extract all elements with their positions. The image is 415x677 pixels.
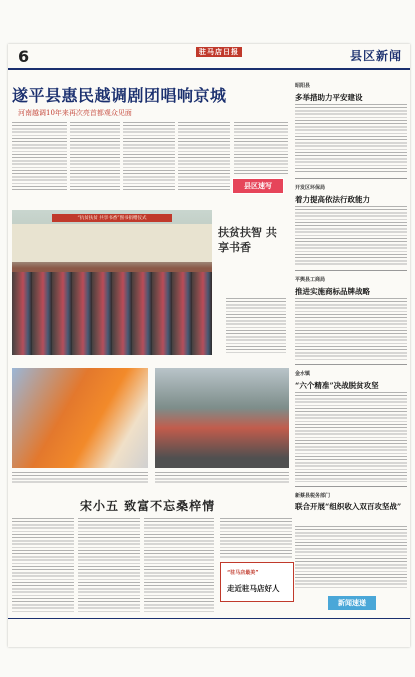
good-people-title: 走近驻马店好人 — [227, 584, 280, 593]
photo-caption-2 — [155, 472, 289, 484]
sidebar-kicker-1: 昭阳县 — [295, 83, 311, 89]
lead-body-col-4 — [178, 122, 230, 192]
page-footer — [8, 618, 410, 629]
sidebar-rule — [295, 270, 407, 271]
sidebar-body-4 — [295, 392, 407, 482]
brand-masthead: 驻马店日报 — [196, 47, 242, 57]
section-title: 县区新闻 — [349, 49, 402, 63]
sidebar-body-1 — [295, 104, 407, 174]
lead-subheadline: 河南越调10年来再次亮首都观众见面 — [18, 109, 132, 117]
lead-body-col-2 — [70, 122, 120, 192]
county-news-logo: 县区速写 — [232, 178, 284, 194]
story2-headline: 宋小五 致富不忘桑梓情 — [80, 499, 216, 513]
market-photo — [155, 368, 289, 468]
sidebar-kicker-4: 金水镇 — [295, 371, 311, 377]
photo-caption-1 — [12, 472, 148, 484]
page-number: 6 — [18, 47, 30, 66]
lead-body-col-1 — [12, 122, 67, 192]
good-people-box — [220, 562, 294, 602]
sidebar-rule — [295, 486, 407, 487]
lead-body-col-5 — [234, 122, 288, 174]
sidebar-body-3 — [295, 298, 407, 360]
sidebar-title-4: “六个精准”决战脱贫攻坚 — [295, 381, 379, 390]
news-express-logo: 新闻速递 — [328, 596, 376, 610]
page-header — [8, 44, 410, 70]
story2-body-3 — [144, 518, 214, 614]
sidebar-body-2 — [295, 206, 407, 266]
sidebar-rule — [295, 364, 407, 365]
story2-body-2 — [78, 518, 140, 614]
sidebar-rule — [295, 178, 407, 179]
lead-headline: 遂平县惠民越调剧团唱响京城 — [12, 86, 227, 105]
crowd — [12, 272, 212, 355]
sidebar-title-1: 多举措助力平安建设 — [295, 93, 363, 102]
sidebar-kicker-3: 平舆县工商局 — [295, 277, 326, 283]
workers-photo — [12, 368, 148, 468]
story2-body-1 — [12, 518, 74, 614]
book-donation-photo — [12, 210, 212, 355]
good-people-label: “驻马店最美” — [227, 570, 259, 576]
feature-body — [226, 298, 286, 353]
sidebar-kicker-2: 开发区环保局 — [295, 185, 326, 191]
feature-quote: 扶贫扶智 共享书香 — [218, 226, 277, 254]
sidebar-kicker-5: 新蔡县税务部门 — [295, 493, 331, 499]
event-banner: “抗贫扶贫 共享书香”图书捐赠仪式 — [52, 214, 172, 222]
sidebar-body-5 — [295, 526, 407, 590]
sidebar — [295, 72, 407, 632]
building-wall — [12, 224, 212, 262]
story2-body-4 — [220, 518, 292, 558]
lead-body-col-3 — [123, 122, 175, 192]
sidebar-title-3: 推进实施商标品牌战略 — [295, 287, 370, 296]
sidebar-title-2: 着力提高依法行政能力 — [295, 195, 370, 204]
sidebar-title-5: 联合开展“组织收入双百攻坚战” — [295, 502, 402, 511]
